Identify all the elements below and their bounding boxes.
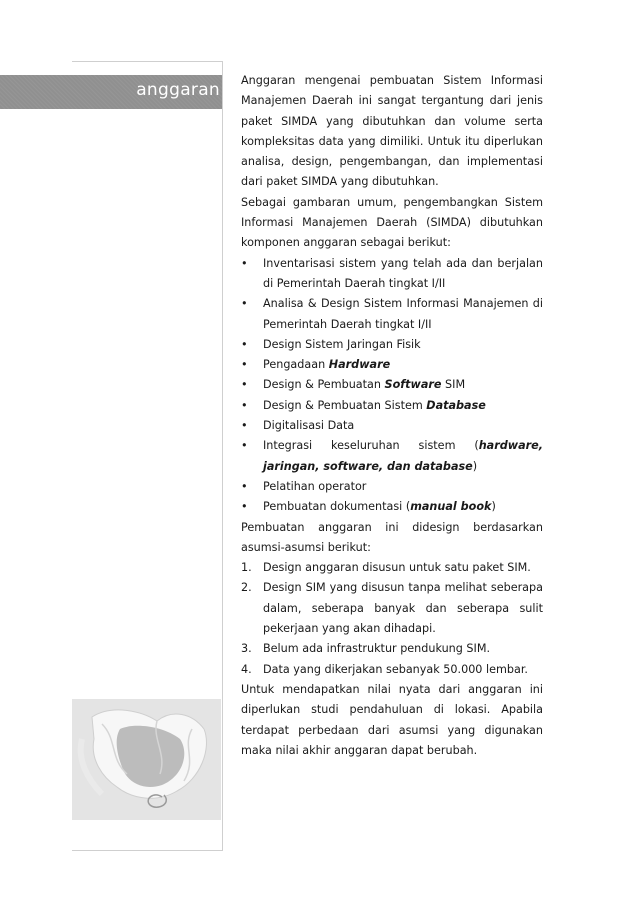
list-item: • Integrasi keseluruhan sistem (hardware, jaringan, software, dan database) xyxy=(241,436,543,477)
crumpled-paper-cable-image xyxy=(72,699,221,820)
components-intro: Sebagai gambaran umum, pengembangkan Sistem Informasi Manajemen Daerah (SIMDA) dibutuhkan komponen anggaran sebagai berikut: xyxy=(241,195,543,250)
list-item: • Design & Pembuatan Sistem Database xyxy=(241,396,543,416)
closing-paragraph: Untuk mendapatkan nilai nyata dari anggaran ini diperlukan studi pendahuluan di lokasi. Apabila terdapat perbedaan dari asumsi yang digunakan maka nilai akhir anggaran dapat berubah. xyxy=(241,682,543,757)
components-list xyxy=(241,254,543,518)
list-item: • Analisa & Design Sistem Informasi Manajemen di Pemerintah Daerah tingkat I/II xyxy=(241,294,543,335)
intro-paragraph: Anggaran mengenai pembuatan Sistem Informasi Manajemen Daerah ini sangat tergantung dari jenis paket SIMDA yang dibutuhkan dan volume serta kompleksitas data yang dimiliki. Untuk itu diperlukan analisa, design, pengembangan, dan implementasi dari paket SIMDA yang dibutuhkan. xyxy=(241,74,543,189)
list-item: 1. Design anggaran disusun untuk satu paket SIM. xyxy=(241,561,531,575)
document-body xyxy=(241,71,543,761)
list-item: 4. Data yang dikerjakan sebanyak 50.000 lembar. xyxy=(241,662,528,676)
bottom-divider xyxy=(72,850,223,851)
list-item: • Inventarisasi sistem yang telah ada dan berjalan di Pemerintah Daerah tingkat I/II xyxy=(241,254,543,295)
top-divider xyxy=(72,61,222,62)
assumptions-list xyxy=(241,558,543,680)
section-tab xyxy=(0,75,222,109)
list-item: 2. Design SIM yang disusun tanpa melihat seberapa dalam, seberapa banyak dan seberapa sulit pekerjaan yang akan dihadapi. xyxy=(241,581,543,636)
list-item: 3. Belum ada infrastruktur pendukung SIM. xyxy=(241,642,491,656)
list-item: • Digitalisasi Data xyxy=(241,416,543,436)
list-item: • Pelatihan operator xyxy=(241,477,543,497)
section-label: anggaran xyxy=(136,80,220,100)
assumptions-intro: Pembuatan anggaran ini didesign berdasarkan asumsi-asumsi berikut: xyxy=(241,520,543,554)
list-item: • Pembuatan dokumentasi (manual book) xyxy=(241,497,543,517)
list-item: • Design Sistem Jaringan Fisik xyxy=(241,335,543,355)
list-item: • Design & Pembuatan Software SIM xyxy=(241,375,543,395)
photo-illustration xyxy=(72,699,221,820)
sidebar-divider xyxy=(222,61,223,851)
list-item: • Pengadaan Hardware xyxy=(241,355,543,375)
